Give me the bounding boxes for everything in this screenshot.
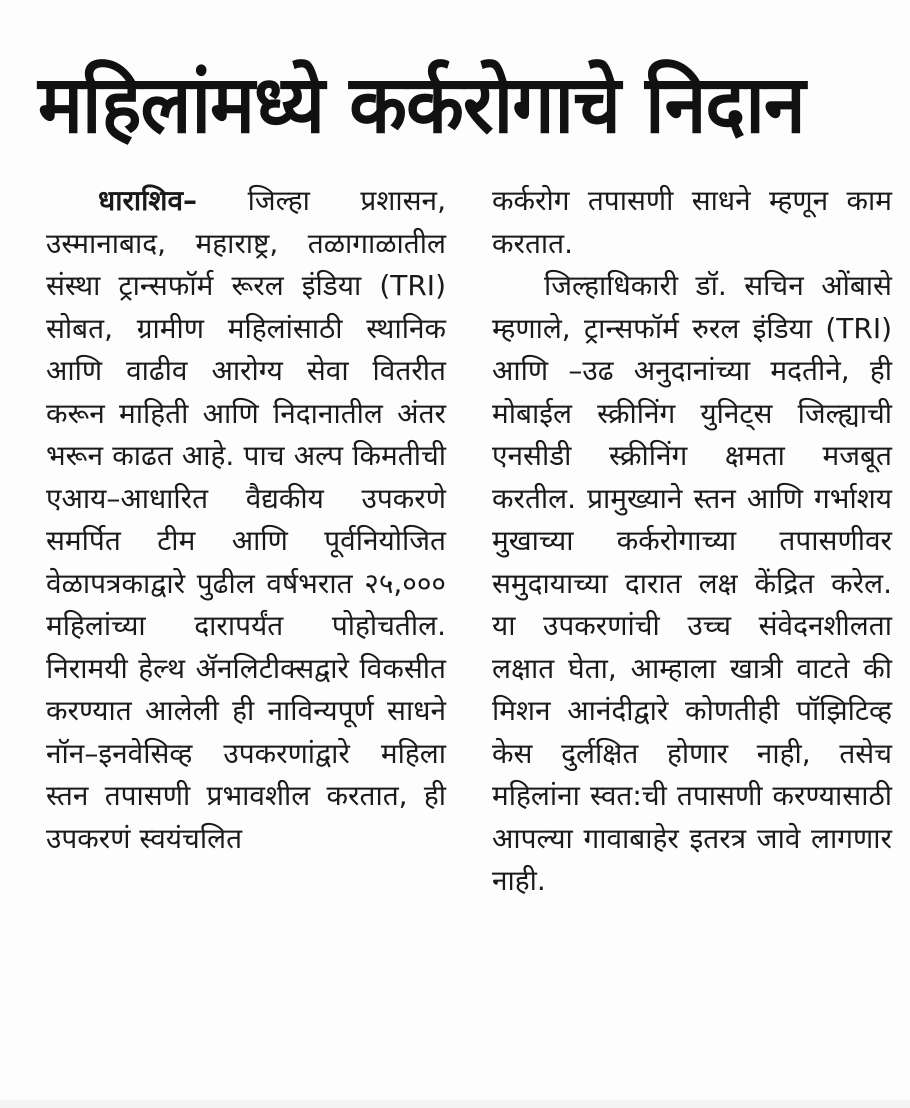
article-paragraph-1 bbox=[46, 180, 446, 860]
article-column-right bbox=[492, 180, 892, 903]
article-column-left bbox=[46, 180, 446, 860]
article-headline: महिलांमध्ये कर्करोगाचे निदान bbox=[38, 58, 805, 151]
article-dateline: धाराशिव– bbox=[98, 184, 198, 217]
article-paragraph-2: जिल्हाधिकारी डॉ. सचिन ओंबासे म्हणाले, ट्रान्सफॉर्म रुरल इंडिया (TRI) आणि –उढ अनुदानांच्या मदतीने, ही मोबाईल स्क्रीनिंग युनिट्स जिल्ह्याची एनसीडी स्क्रीनिंग क्षमता मजबूत करतील. प्रामुख्याने स्तन आणि गर्भाशय मुखाच्या कर्करोगाच्या तपासणीवर समुदायाच्या दारात लक्ष केंद्रित करेल. या उपकरणांची उच्च संवेदनशीलता लक्षात घेता, आम्हाला खात्री वाटते की मिशन आनंदीद्वारे कोणतीही पॉझिटिव्ह केस दुर्लक्षित होणार नाही, तसेच महिलांना स्वत:ची तपासणी करण्यासाठी आपल्या गावाबाहेर इतरत्र जावे लागणार नाही. bbox=[492, 269, 892, 897]
article-paragraph-1-text: जिल्हा प्रशासन, उस्मानाबाद, महाराष्ट्र, तळागाळातील संस्था ट्रान्सफॉर्म रूरल इंडिया (TRI) सोबत, ग्रामीण महिलांसाठी स्थानिक आणि वाढीव आरोग्य सेवा वितरीत करून माहिती आणि निदानातील अंतर भरून काढत आहे. पाच अल्प किमतीची एआय–आधारित वैद्यकीय उपकरणे समर्पित टीम आणि पूर्वनियोजित वेळापत्रकाद्वारे पुढील वर्षभरात २५,००० महिलांच्या दारापर्यंत पोहोचतील. निरामयी हेल्थ ॲनलिटीक्सद्वारे विकसीत करण्यात आलेली ही नाविन्यपूर्ण साधने नॉन–इनवेसिव्ह उपकरणांद्वारे महिला स्तन तपासणी प्रभावशील करतात, ही उपकरणं स्वयंचलित bbox=[46, 184, 446, 855]
article-paragraph-1-continued: कर्करोग तपासणी साधने म्हणून काम करतात. bbox=[492, 184, 892, 260]
page-bottom-edge bbox=[0, 1100, 910, 1108]
